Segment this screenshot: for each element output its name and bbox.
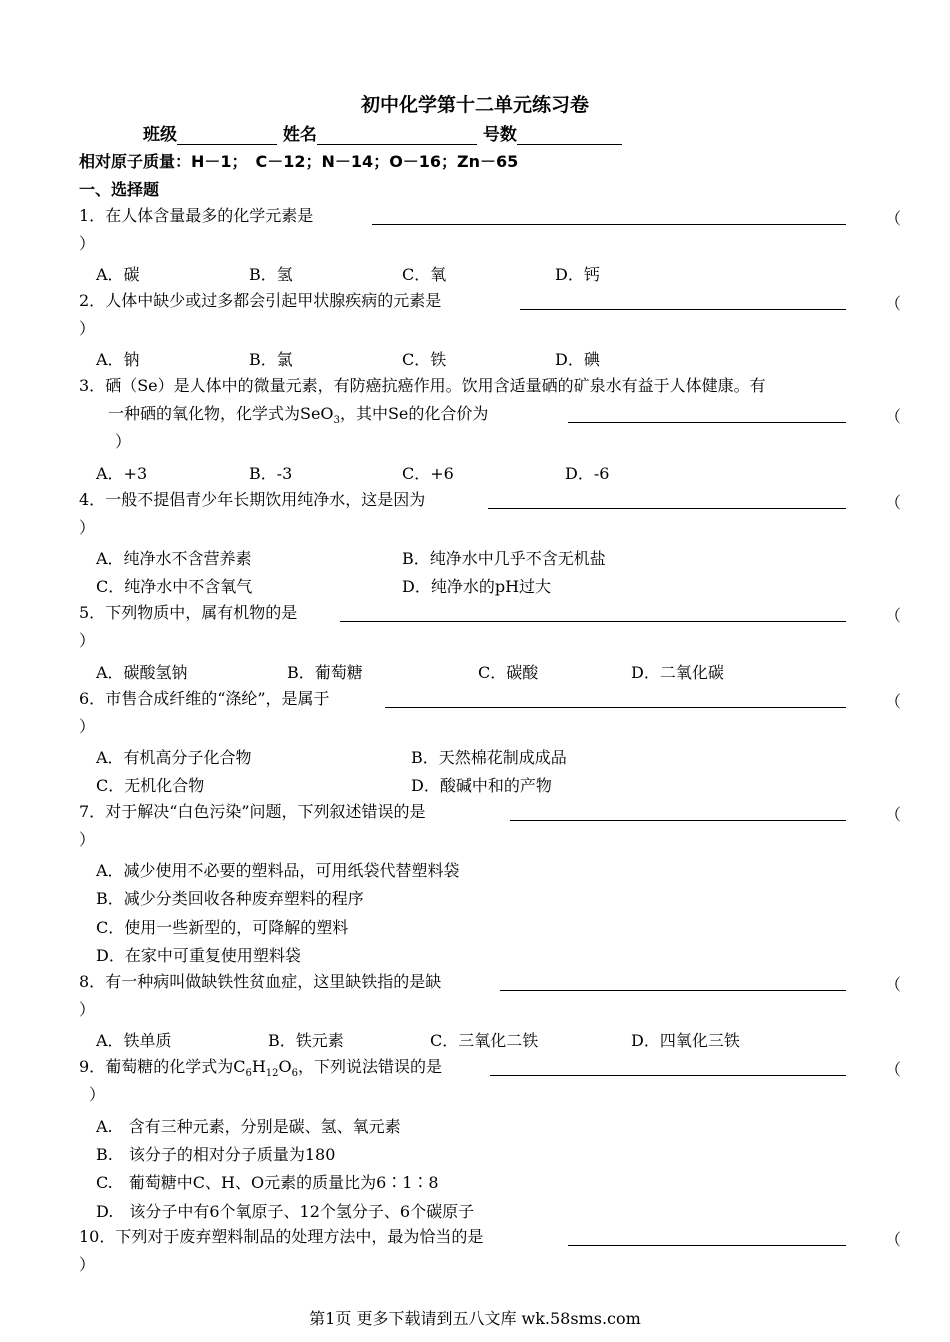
answer-blank[interactable]	[568, 422, 846, 423]
question-3: 3．硒（Se）是人体中的微量元素，有防癌抗癌作用。饮用含适量硒的矿泉水有益于人体健康。有	[79, 376, 766, 395]
paren-open: （	[885, 407, 902, 426]
paren-open: （	[885, 805, 902, 824]
paren-close: ）	[79, 1255, 96, 1274]
option-c[interactable]: C．+6	[402, 464, 454, 483]
option-b[interactable]: B．纯净水中几乎不含无机盐	[402, 549, 606, 568]
student-info-line	[143, 120, 622, 145]
number-blank[interactable]	[517, 126, 622, 145]
answer-blank[interactable]	[490, 1075, 846, 1076]
answer-blank[interactable]	[568, 1245, 846, 1246]
answer-blank[interactable]	[340, 621, 846, 622]
paren-close: ）	[79, 319, 96, 338]
option-b[interactable]: B．减少分类回收各种废弃塑料的程序	[96, 889, 364, 908]
paren-open: （	[885, 606, 902, 625]
paren-open: （	[885, 1230, 902, 1249]
answer-blank[interactable]	[488, 508, 846, 509]
question-10: 10．下列对于废弃塑料制品的处理方法中，最为恰当的是	[79, 1227, 484, 1246]
paren-close: ）	[79, 830, 96, 849]
question-6: 6．市售合成纤维的“涤纶”，是属于	[79, 689, 330, 708]
number-label: 号数	[482, 125, 517, 145]
page-title: 初中化学第十二单元练习卷	[360, 94, 589, 116]
option-c[interactable]: C．氧	[402, 265, 447, 284]
atomic-mass-line: 相对原子质量：H－1； C－12；N－14；O－16；Zn－65	[79, 152, 519, 171]
option-c[interactable]: C．碳酸	[478, 663, 539, 682]
question-2: 2．人体中缺少或过多都会引起甲状腺疾病的元素是	[79, 291, 442, 310]
option-b[interactable]: B．氯	[249, 350, 293, 369]
question-1: 1．在人体含量最多的化学元素是	[79, 206, 314, 225]
option-c[interactable]: C．使用一些新型的，可降解的塑料	[96, 918, 349, 937]
option-b[interactable]: B．铁元素	[268, 1031, 344, 1050]
option-a[interactable]: A．+3	[96, 464, 148, 483]
class-blank[interactable]	[177, 126, 277, 145]
option-d[interactable]: D. 该分子中有6个氧原子、12个氢分子、6个碳原子	[96, 1202, 475, 1221]
option-d[interactable]: D．纯净水的pH过大	[402, 577, 552, 596]
option-a[interactable]: A．纯净水不含营养素	[96, 549, 252, 568]
question-9: 9．葡萄糖的化学式为$C_6H_{12}O_6$，下列说法错误的是	[79, 1057, 443, 1080]
option-c[interactable]: C．纯净水中不含氧气	[96, 577, 253, 596]
option-c[interactable]: C．铁	[402, 350, 447, 369]
paren-close: ）	[79, 717, 96, 736]
option-b[interactable]: B. 该分子的相对分子质量为180	[96, 1145, 336, 1164]
question-7: 7．对于解决“白色污染”问题，下列叙述错误的是	[79, 802, 426, 821]
option-d[interactable]: D．酸碱中和的产物	[411, 776, 552, 795]
option-b[interactable]: B．葡萄糖	[287, 663, 363, 682]
question-5: 5．下列物质中，属有机物的是	[79, 603, 298, 622]
question-3-cont: 一种硒的氧化物，化学式为SeO$_3$，其中Se的化合价为	[108, 404, 489, 427]
paren-close: ）	[79, 518, 96, 537]
paren-close: ）	[79, 631, 96, 650]
paren-open: （	[885, 209, 902, 228]
option-a[interactable]: A．碳酸氢钠	[96, 663, 188, 682]
paren-close: ）	[115, 432, 132, 451]
answer-blank[interactable]	[510, 820, 846, 821]
section-title: 一、选择题	[79, 180, 160, 199]
option-d[interactable]: D．钙	[555, 265, 600, 284]
paren-close: ）	[79, 1000, 96, 1019]
option-c[interactable]: C．无机化合物	[96, 776, 205, 795]
option-a[interactable]: A．有机高分子化合物	[96, 748, 252, 767]
answer-blank[interactable]	[372, 224, 846, 225]
class-label: 班级	[143, 125, 177, 145]
option-d[interactable]: D．在家中可重复使用塑料袋	[96, 946, 301, 965]
name-label: 姓名	[282, 125, 317, 145]
question-4: 4．一般不提倡青少年长期饮用纯净水，这是因为	[79, 490, 426, 509]
option-a[interactable]: A．钠	[96, 350, 140, 369]
option-a[interactable]: A．铁单质	[96, 1031, 172, 1050]
paren-close: ）	[89, 1085, 106, 1104]
paren-open: （	[885, 493, 902, 512]
paren-open: （	[885, 975, 902, 994]
answer-blank[interactable]	[520, 309, 846, 310]
option-b[interactable]: B．天然棉花制成成品	[411, 748, 567, 767]
option-c[interactable]: C. 葡萄糖中C、H、O元素的质量比为6∶1∶8	[96, 1173, 439, 1192]
answer-blank[interactable]	[385, 707, 846, 708]
option-b[interactable]: B．氢	[249, 265, 293, 284]
paren-open: （	[885, 692, 902, 711]
answer-blank[interactable]	[500, 990, 846, 991]
question-8: 8．有一种病叫做缺铁性贫血症，这里缺铁指的是缺	[79, 972, 442, 991]
option-a[interactable]: A．碳	[96, 265, 140, 284]
option-a[interactable]: A．减少使用不必要的塑料品，可用纸袋代替塑料袋	[96, 861, 460, 880]
option-d[interactable]: D．二氧化碳	[631, 663, 724, 682]
option-d[interactable]: D．四氧化三铁	[631, 1031, 740, 1050]
name-blank[interactable]	[317, 126, 477, 145]
option-c[interactable]: C．三氧化二铁	[430, 1031, 539, 1050]
page-footer: 第1页 更多下载请到五八文库 wk.58sms.com	[309, 1309, 641, 1328]
paren-open: （	[885, 294, 902, 313]
paren-close: ）	[79, 234, 96, 253]
option-d[interactable]: D．-6	[565, 464, 610, 483]
option-a[interactable]: A. 含有三种元素，分别是碳、氢、氧元素	[96, 1117, 401, 1136]
option-d[interactable]: D．碘	[555, 350, 600, 369]
option-b[interactable]: B．-3	[249, 464, 293, 483]
paren-open: （	[885, 1060, 902, 1079]
